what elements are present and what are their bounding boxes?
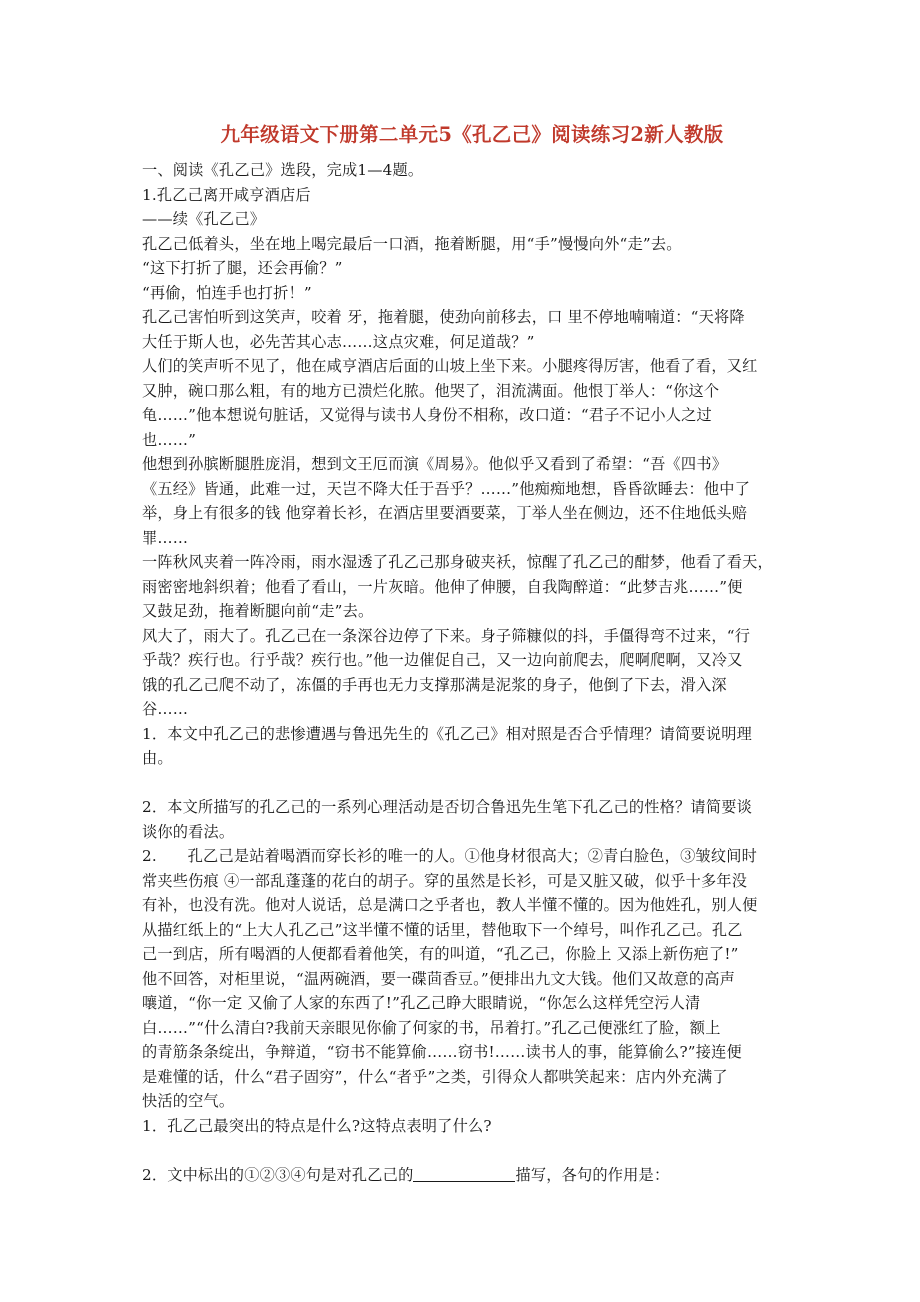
text-line: 有补，也没有洗。他对人说话，总是满口之乎者也，教人半懂不懂的。因为他姓孔，别人便: [142, 896, 758, 914]
text-line: 谷……: [142, 700, 189, 718]
text-line: 人们的笑声听不见了，他在咸亨酒店后面的山坡上坐下来。小腿疼得厉害，他看了看，又红: [142, 357, 758, 375]
answer-blank[interactable]: [413, 1166, 515, 1182]
text-line: 也……”: [142, 430, 197, 449]
text-line: 2. 孔乙己是站着喝酒而穿长衫的唯一的人。①他身材很高大；②青白脸色，③皱纹间时: [142, 847, 758, 865]
blank-line: [142, 771, 802, 796]
text-line: 是难懂的话，什么“君子固穷”，什么“者乎”之类，引得众人都哄笑起来：店内外充满了: [142, 1067, 728, 1086]
document-body: [142, 158, 802, 1163]
text-line: 《五经》皆通，此难一过，天岂不降大任于吾乎？……”他痴痴地想，昏昏欲睡去：他中了: [142, 479, 751, 498]
text-line: “再偷，怕连手也打折！”: [142, 283, 312, 302]
text-line: 白……”“什么清白?我前天亲眼见你偷了何家的书，吊着打。”孔乙己便涨红了脸，额上: [142, 1018, 721, 1037]
text-line: “这下打折了腿，还会再偷？”: [142, 259, 343, 277]
text-line: 风大了，雨大了。孔乙己在一条深谷边停了下来。身子筛糠似的抖，手僵得弯不过来，“行: [142, 626, 751, 645]
text-line: 龟……”他本想说句脏话，又觉得与读书人身份不相称，改口道：“君子不记小人之过: [142, 406, 712, 424]
text-line: 常夹些伤痕 ④一部乱蓬蓬的花白的胡子。穿的虽然是长衫，可是又脏又破，似乎十多年没: [142, 871, 748, 890]
text-line: 的青筋条条绽出，争辩道，“窃书不能算偷……窃书!……读书人的事，能算偷么?”接连便: [142, 1043, 742, 1061]
text-line: 1．本文中孔乙己的悲惨遭遇与鲁迅先生的《孔乙己》相对照是否合乎情理？请简要说明理: [142, 724, 752, 743]
text-line: 他不回答，对柜里说，“温两碗酒，要一碟茴香豆。”便排出九文大钱。他们又故意的高声: [142, 969, 736, 988]
text-line: 从描红纸上的“上大人孔乙己”这半懂不懂的话里，替他取下一个绰号，叫作孔乙己。孔乙: [142, 920, 743, 939]
text-line: 谈你的看法。: [142, 822, 235, 841]
text-line: 嚷道，“你一定 又偷了人家的东西了!”孔乙己睁大眼睛说，“你怎么这样凭空污人清: [142, 994, 701, 1012]
text-line: 大任于斯人也，必先苦其心志……这点灾难，何足道哉？”: [142, 332, 535, 351]
text-line: 饿的孔乙己爬不动了，冻僵的手再也无力支撑那满是泥浆的身子，他倒了下去，滑入深: [142, 675, 727, 694]
text-line: ——续《孔乙己》: [142, 210, 266, 228]
text-line: 雨密密地斜织着；他看了看山，一片灰暗。他伸了伸腰，自我陶醉道：“此梦吉兆……”便: [142, 577, 743, 596]
text-line: 由。: [142, 749, 173, 767]
blank-line: [142, 1138, 802, 1163]
text-line: 己一到店，所有喝酒的人便都看着他笑，有的叫道，“孔乙己，你脸上 又添上新伤疤了!”: [142, 945, 739, 963]
text-line: 他想到孙膑断腿胜庞涓，想到文王厄而演《周易》。他似乎又看到了希望：“吾《四书》: [142, 455, 728, 473]
text-line: 乎哉？疾行也。行乎哉？疾行也。”他一边催促自己，又一边向前爬去，爬啊爬啊，又冷又: [142, 651, 743, 669]
document-page: [142, 120, 802, 1187]
text-line: 罪……: [142, 528, 189, 547]
question-fill-blank: [142, 1163, 802, 1188]
text-line: 1.孔乙己离开咸亨酒店后: [142, 185, 311, 204]
text-line: 又肿，碗口那么粗，有的地方已溃烂化脓。他哭了，泪流满面。他恨丁举人：“你这个: [142, 381, 720, 400]
document-title: 九年级语文下册第二单元5《孔乙己》阅读练习2新人教版: [220, 123, 724, 146]
text-line: 2．本文所描写的孔乙己的一系列心理活动是否切合鲁迅先生笔下孔乙己的性格？请简要谈: [142, 798, 752, 816]
text-line: 一、阅读《孔乙己》选段，完成1—4题。: [142, 161, 424, 179]
text-line: 又鼓足劲，拖着断腿向前“走”去。: [142, 602, 374, 620]
text-line: 一阵秋风夹着一阵冷雨，雨水湿透了孔乙己那身破夹袄，惊醒了孔乙己的酣梦，他看了看天，: [142, 553, 773, 571]
text-line: 1．孔乙己最突出的特点是什么?这特点表明了什么?: [142, 1116, 492, 1135]
question-text-after: 描写，各句的作用是：: [515, 1165, 670, 1184]
text-line: 孔乙己害怕听到这笑声，咬着 牙，拖着腿，使劲向前移去，口 里不停地喃喃道：“天将降: [142, 308, 745, 326]
text-line: 快活的空气。: [142, 1092, 235, 1110]
question-text-before: 2．文中标出的①②③④句是对孔乙己的: [142, 1165, 414, 1184]
text-line: 举，身上有很多的钱 他穿着长衫，在酒店里要酒要菜，丁举人坐在侧边，还不住地低头赔: [142, 504, 748, 522]
text-line: 孔乙己低着头，坐在地上喝完最后一口酒，拖着断腿，用“手”慢慢向外“走”去。: [142, 234, 682, 253]
